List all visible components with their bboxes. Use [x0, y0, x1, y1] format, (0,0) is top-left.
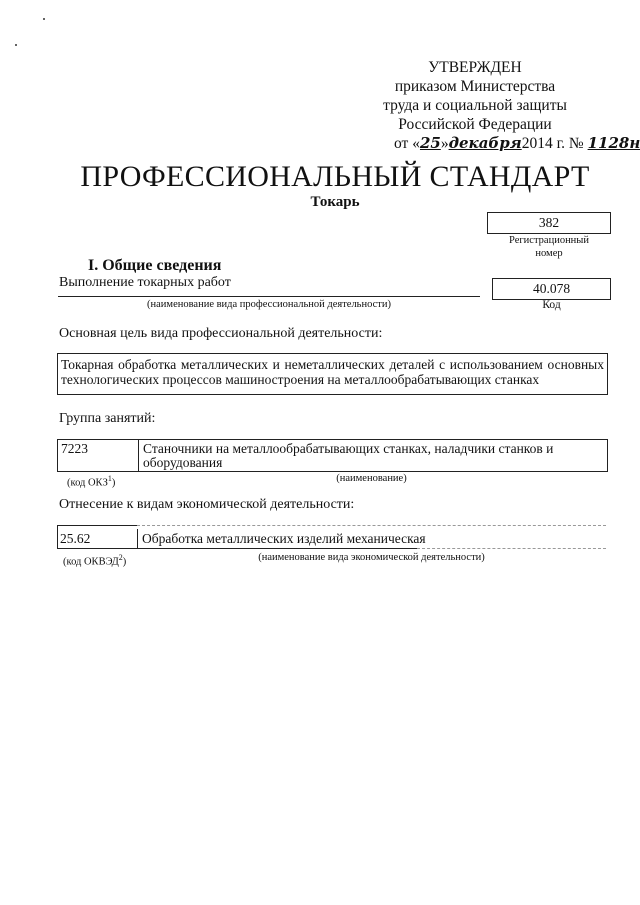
goal-box — [57, 353, 608, 395]
registration-label-line-1: Регистрационный — [509, 235, 589, 246]
economic-table-top-border — [57, 525, 137, 526]
occupation-code-caption — [67, 472, 115, 490]
economic-name-caption: (наименование вида экономической деятельности) — [258, 552, 485, 563]
scan-speck — [15, 44, 17, 46]
page-title: ПРОФЕССИОНАЛЬНЫЙ СТАНДАРТ — [80, 160, 590, 193]
economic-table-top-border-dashed — [137, 525, 606, 526]
order-number: 1128н — [587, 134, 640, 152]
occupation-divider — [138, 440, 139, 471]
activity-caption: (наименование вида профессиональной деятельности) — [147, 299, 391, 310]
economic-table-bottom-border-dashed — [417, 548, 606, 549]
occupation-group-label: Группа занятий: — [59, 411, 156, 426]
scan-speck — [43, 18, 45, 20]
page-subtitle: Токарь — [310, 194, 360, 210]
okved-footnote-mark: 2 — [118, 553, 123, 562]
economic-divider — [137, 529, 138, 549]
economic-table-bottom-border — [57, 548, 417, 549]
economic-table-left-border — [57, 525, 58, 549]
economic-code: 25.62 — [60, 531, 91, 546]
approval-order-line — [360, 134, 640, 153]
okved-caption-end: ) — [122, 556, 127, 568]
economic-activity-label: Отнесение к видам экономической деятельности: — [59, 497, 355, 512]
occupation-name-caption: (наименование) — [336, 473, 407, 484]
goal-text-line-1: Токарная обработка металлических и неметаллических деталей с использованием основных — [61, 357, 604, 372]
approval-line-1: УТВЕРЖДЕН — [428, 59, 522, 76]
approval-line-3: труда и социальной защиты — [383, 97, 567, 114]
okz-footnote-mark: 1 — [107, 474, 112, 483]
occupation-code: 7223 — [61, 441, 88, 456]
order-year: 2014 г. № — [521, 135, 584, 152]
occupation-group-table — [57, 439, 608, 472]
order-month: декабря — [448, 134, 522, 152]
approval-line-2: приказом Министерства — [394, 78, 556, 95]
economic-code-caption — [63, 551, 126, 569]
okved-caption-text: (код ОКВЭД — [63, 556, 119, 568]
registration-label — [487, 234, 611, 260]
activity-code-caption: Код — [542, 299, 561, 311]
economic-activity-table — [57, 525, 606, 549]
occupation-name-line-2: оборудования — [143, 455, 223, 470]
okz-caption-text: (код ОКЗ — [67, 477, 108, 489]
activity-name: Выполнение токарных работ — [59, 275, 231, 290]
occupation-name-line-1: Станочники на металлообрабатывающих станках, наладчики станков и — [143, 441, 554, 456]
economic-name: Обработка металлических изделий механическая — [142, 531, 426, 546]
goal-label: Основная цель вида профессиональной деятельности: — [59, 326, 383, 341]
activity-code-box: 40.078 — [492, 278, 611, 300]
goal-text-line-2: технологических процессов машиностроения на металлообрабатывающих станках — [61, 372, 540, 387]
approval-block — [360, 58, 640, 153]
registration-label-line-2: номер — [535, 248, 563, 259]
okz-caption-end: ) — [111, 477, 116, 489]
activity-underline — [58, 296, 480, 297]
approval-line-4: Российской Федерации — [398, 116, 552, 133]
order-day: 25 — [419, 134, 441, 152]
section-heading: I. Общие сведения — [88, 257, 222, 274]
order-quote-close: » — [440, 135, 449, 152]
registration-number-box: 382 — [487, 212, 611, 234]
order-prefix: от « — [394, 135, 420, 152]
